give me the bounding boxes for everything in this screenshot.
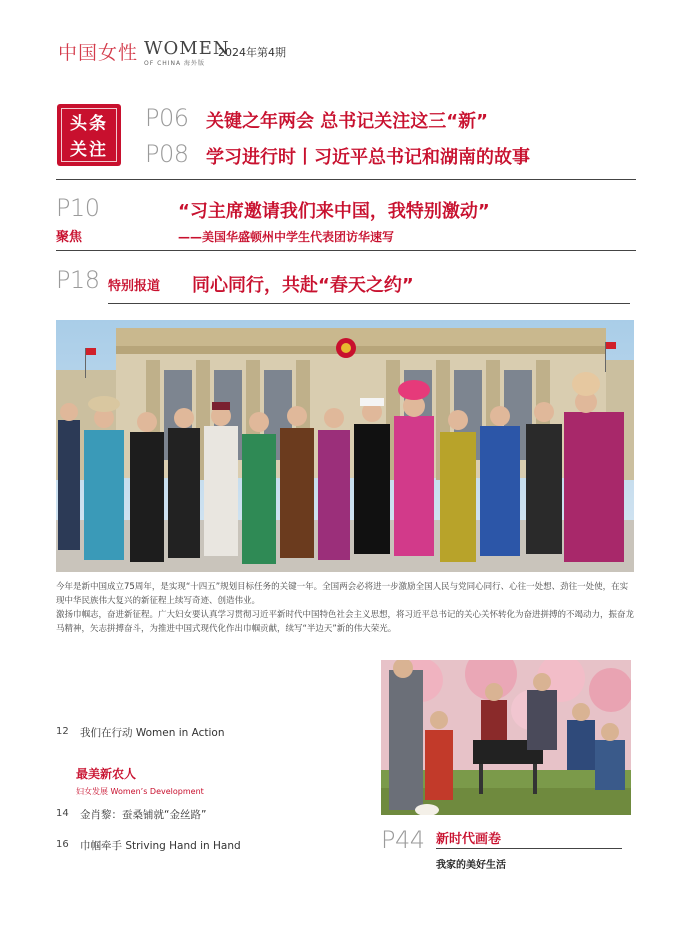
divider: [108, 303, 630, 304]
focus-title[interactable]: “习主席邀请我们来中国，我特别激动”: [178, 201, 490, 222]
gallery-subtitle[interactable]: 我家的美好生活: [436, 860, 506, 871]
gallery-page: P44: [381, 826, 425, 854]
toc-section-title: 最美新农人: [76, 767, 137, 781]
headline-item-1-title[interactable]: 关键之年两会 总书记关注这三“新”: [206, 111, 488, 132]
divider: [436, 848, 622, 849]
headline-badge-line1: 头条: [70, 114, 108, 134]
toc-item-16-text[interactable]: 巾帼牵手 Striving Hand in Hand: [80, 840, 241, 852]
headline-item-1-page: P06: [145, 104, 189, 132]
headline-badge: [57, 104, 121, 166]
special-tag: 特别报道: [108, 279, 161, 294]
headline-item-2-title[interactable]: 学习进行时丨习近平总书记和湖南的故事: [206, 147, 530, 168]
toc-item-12-text[interactable]: 我们在行动 Women in Action: [80, 727, 225, 739]
caption-paragraph-2: 激扬巾帼志，奋进新征程。广大妇女要认真学习贯彻习近平新时代中国特色社会主义思想，将习近平总书记的关心关怀转化为奋进拼搏的不竭动力，振奋龙马精神，矢志拼搏奋斗，为推进中国式现代化作出巾帼贡献，续写“半边天”新的伟大荣光。: [56, 610, 635, 634]
divider: [56, 179, 636, 180]
headline-badge-line2: 关注: [70, 140, 108, 160]
magazine-name-sub: OF CHINA 海外版: [144, 60, 206, 67]
main-photo: [56, 320, 634, 572]
issue-number: 2024年第4期: [218, 46, 286, 59]
magazine-name-en: WOMEN: [144, 38, 230, 59]
toc-item-14-num: 14: [56, 808, 69, 819]
gallery-photo: [381, 660, 631, 815]
divider: [56, 250, 636, 251]
photo-caption: [56, 580, 636, 636]
toc-item-16-num: 16: [56, 839, 69, 850]
toc-item-12-num: 12: [56, 726, 69, 737]
headline-item-2-page: P08: [145, 140, 189, 168]
focus-page: P10: [56, 194, 100, 222]
special-page: P18: [56, 266, 100, 294]
main-photo-illustration: [56, 320, 634, 572]
special-title[interactable]: 同心同行，共赴“春天之约”: [192, 275, 414, 296]
focus-tag: 聚焦: [56, 230, 83, 245]
caption-paragraph-1: 今年是新中国成立75周年，是实现“十四五”规划目标任务的关键一年。全国两会必将进一步激励全国人民与党同心同行、心往一处想、劲往一处使，在实现中华民族伟大复兴的新征程上续写奇迹、创造伟业。: [56, 582, 629, 606]
toc-section-sub: 妇女发展 Women’s Development: [76, 787, 204, 796]
gallery-photo-illustration: [381, 660, 631, 815]
toc-item-14-text[interactable]: 金肖黎：蚕桑铺就“金丝路”: [80, 809, 207, 821]
gallery-tag: 新时代画卷: [436, 832, 502, 847]
focus-subtitle: ——美国华盛顿州中学生代表团访华速写: [178, 230, 395, 244]
magazine-name-cn: 中国女性: [58, 42, 139, 64]
